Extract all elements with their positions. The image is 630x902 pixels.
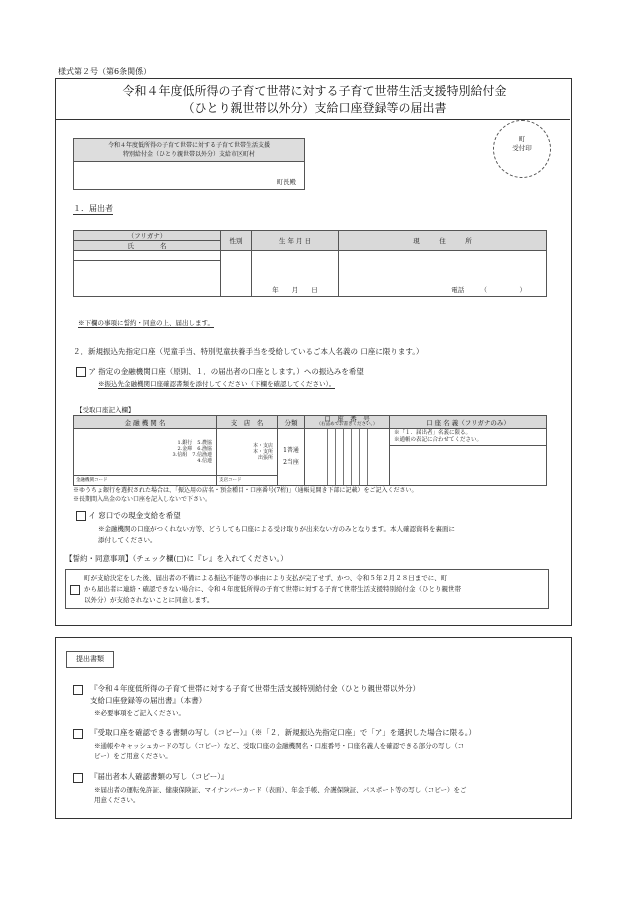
doc-3: 『届出者本人確認書類の写し（コピー）』: [90, 772, 229, 781]
submission-documents-box: [55, 637, 572, 819]
section-2-heading: ２．新規振込先指定口座（児童手当、特別児童扶養手当を受給しているご本人名義の 口座に限ります。）: [73, 347, 424, 356]
consent-note: ※下欄の事項に誓約・同意の上、届出します。: [78, 319, 214, 327]
doc-3-checkbox[interactable]: [73, 773, 83, 783]
option-a-note: ※振込先金融機関口座確認書類を添付してください（下欄を確認してください）。: [98, 380, 336, 388]
applicant-table: [73, 230, 547, 297]
account-section-label: 【受取口座記入欄】: [76, 406, 135, 414]
account-holder-field[interactable]: [390, 429, 547, 486]
doc-2-checkbox[interactable]: [73, 729, 83, 739]
type-header: 分類: [278, 416, 305, 429]
bank-field[interactable]: 1.銀行 5.農協 2.金庫 6.漁協 3.信組 7.信漁連 4.信連: [74, 429, 217, 476]
addressee-sign: 町長殿: [276, 178, 296, 186]
option-b-checkbox[interactable]: [76, 511, 86, 521]
pledge-checkbox[interactable]: [70, 585, 80, 595]
doc-2: 『受取口座を確認できる書類の写し（コピー）』（※「２．新規振込先指定口座」で「ア」を選択した場合に限る。）: [90, 728, 476, 737]
account-type-field[interactable]: 1普通 2当座: [278, 429, 305, 486]
account-number-field[interactable]: [305, 429, 390, 486]
doc-1: 『令和４年度低所得の子育て世帯に対する子育て世帯生活支援特別給付金（ひとり親世帯以外分） 支給口座登録等の届出書』（本書）: [90, 684, 420, 705]
birth-header: 生 年 月 日: [252, 231, 339, 251]
doc-1-checkbox[interactable]: [73, 685, 83, 695]
pledge-text: 町が支給決定をした後、届出者の不備による振込不能等の事由により支払が完了せず、かつ、令和５年２月２８日までに、町 から届出者に連絡・確認できない場合に、令和４年度低所得の子育て世帯に対する子育て世帯生活支援特別給付金（ひとり親世帯 以外分）が支給されないことに同意します。: [84, 574, 461, 604]
addressee-header: 令和４年度低所得の子育て世帯に対する子育て世帯生活支援 特別給付金（ひとり親世帯以外分）支給市区町村: [74, 139, 304, 162]
withdraw-note: ※長期間入出金のない口座を記入しないで下さい。: [73, 496, 212, 503]
sex-field[interactable]: [221, 251, 252, 297]
option-a-checkbox[interactable]: [76, 367, 86, 377]
sex-header: 性別: [221, 231, 252, 251]
pledge-box: [65, 569, 549, 609]
address-header: 現 住 所: [339, 231, 547, 251]
option-b-note-2: 添付してください。: [98, 536, 157, 544]
title-line-1: 令和４年度低所得の子育て世帯に対する子育て世帯生活支援特別給付金: [122, 84, 507, 98]
option-a-row: [76, 366, 364, 377]
furigana-header: （フリガナ）: [74, 231, 221, 241]
holder-header: 口 座 名 義（フリガナのみ）: [390, 416, 547, 429]
title-divider: [56, 119, 570, 120]
form-title: [56, 83, 573, 117]
yucho-note: ※ゆうちょ銀行を選択された場合は、「振込用の店名・預金種目・口座番号(7桁)」（通帳見開き下部に記載）をご記入ください。: [73, 487, 418, 494]
account-table: [73, 415, 547, 486]
branch-code-field[interactable]: 支店コード: [217, 475, 278, 485]
address-field[interactable]: 電話 （ ）: [339, 251, 547, 297]
main-form: [55, 78, 572, 626]
name-header: 氏 名: [74, 241, 221, 251]
form-number: 様式第２号（第6条関係）: [58, 67, 152, 76]
holder-notes: ※「１．届出者」名義に限る。 ※通帳の表記に合わせてください。: [390, 429, 546, 446]
doc-1-note: ※必要事項をご記入ください。: [94, 709, 185, 717]
reception-stamp-area: 町 受付印: [493, 120, 551, 178]
section-1-heading: １．届出者: [73, 204, 113, 213]
furigana-field[interactable]: [74, 251, 221, 261]
number-header: 口 座 番 号 （右詰めでお書きください。）: [305, 416, 390, 429]
name-field[interactable]: [74, 261, 221, 297]
birth-field[interactable]: 年 月 日: [252, 251, 339, 297]
doc-3-note: ※届出者の運転免許証、健康保険証、マイナンバーカード（表面）、年金手帳、介護保険証、パスポート等の写し（コピー）をご 用意ください。: [94, 786, 467, 804]
submission-label: 提出書類: [66, 651, 114, 668]
title-line-2: （ひとり親世帯以外分）支給口座登録等の届出書: [182, 101, 447, 115]
addressee-box: [73, 138, 305, 190]
bank-code-field[interactable]: 金融機関コード: [74, 475, 217, 485]
option-b-row: [76, 510, 181, 521]
option-b-note-1: ※金融機関の口座がつくれない方等、どうしても口座による受け取りが出来ない方のみとなります。本人確認資料を裏面に: [98, 525, 455, 533]
doc-2-note: ※通帳やキャッシュカードの写し（コピー）など、受取口座の金融機関名・口座番号・口座名義人を確認できる部分の写し（コ ピー）をご用意ください。: [94, 742, 465, 760]
option-b-label: イ 窓口での現金支給を希望: [88, 511, 181, 520]
branch-header: 支 店 名: [217, 416, 278, 429]
branch-field[interactable]: 本・支店 本・支所 出張所: [217, 429, 278, 476]
pledge-heading: 【誓約・同意事項】（チェック欄(□)に『レ』を入れてください。）: [65, 554, 288, 563]
option-a-label: ア 指定の金融機関口座（原則、１．の届出者の口座とします。）への振込みを希望: [88, 367, 364, 376]
bank-header: 金 融 機 関 名: [74, 416, 217, 429]
